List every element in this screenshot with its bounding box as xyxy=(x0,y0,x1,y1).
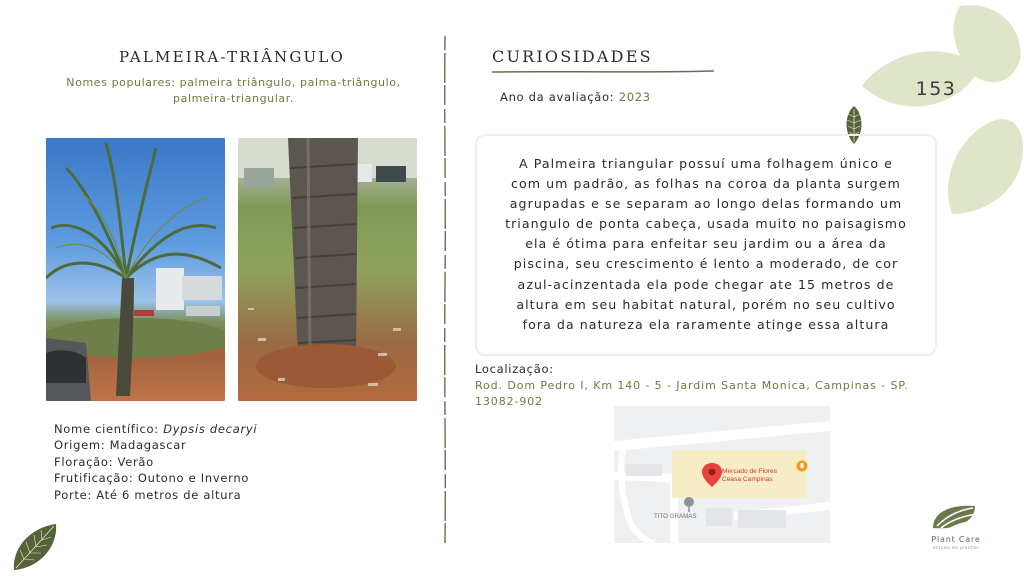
location-address-line1: Rod. Dom Pedro I, Km 140 - 5 - Jardim Santa Monica, Campinas - SP. xyxy=(475,379,909,392)
location-address xyxy=(475,378,945,409)
evaluation-year xyxy=(500,90,651,104)
curiosity-line: azul-acinzentada ela pode chegar ate 15 metros de xyxy=(517,276,895,292)
curiosity-text-box xyxy=(475,134,937,356)
vertical-divider xyxy=(443,36,447,544)
curiosity-line: agrupadas e se separam ao longo delas formando um xyxy=(509,196,903,212)
map-place-label xyxy=(722,468,777,484)
popular-names-line1: palmeira triângulo, palma-triângulo, xyxy=(179,76,401,89)
plant-title: PALMEIRA-TRIÂNGULO xyxy=(118,48,346,66)
flowering-row: Floração: Verão xyxy=(54,454,154,469)
curiosity-line: altura em seu habitat natural, porém no seu cultivo xyxy=(516,296,896,312)
location-address-line2: 13082-902 xyxy=(475,394,544,408)
curiosity-line: A Palmeira triangular possuí uma folhagem único e xyxy=(519,156,893,171)
map-place-line2: Ceasa Campinas xyxy=(722,476,773,483)
palm-tree-photo xyxy=(46,138,225,401)
popular-names-line2: palmeira-triangular. xyxy=(173,92,294,105)
plant-facts xyxy=(54,421,257,503)
map-other-place: TITO GRAMAS xyxy=(654,513,697,520)
curiosity-line: com um padrão, as folhas na coroa da planta surgem xyxy=(511,176,901,192)
size-row: Porte: Até 6 metros de altura xyxy=(54,487,242,502)
popular-names xyxy=(36,75,431,107)
plant-care-logo-icon xyxy=(929,502,981,532)
popular-names-label: Nomes populares: xyxy=(66,76,176,89)
curiosity-line: ela é ótima para enfeitar seu jardim ou a área da xyxy=(525,236,887,252)
location-map[interactable] xyxy=(614,406,830,543)
page-number-badge: 153 xyxy=(915,78,957,100)
palm-trunk-photo xyxy=(238,138,417,401)
decorative-leaf-bottom-left xyxy=(10,522,60,572)
origin-row: Origem: Madagascar xyxy=(54,438,187,453)
logo-name: Plant Care xyxy=(931,535,981,544)
curiosity-line: piscina, seu crescimento é lento a moderado, de cor xyxy=(513,256,899,272)
scientific-name-value: Dypsis decaryi xyxy=(163,422,258,436)
evaluation-year-label: Ano da avaliação: xyxy=(500,90,615,104)
evaluation-year-value: 2023 xyxy=(618,90,651,104)
curiosities-title: CURIOSIDADES xyxy=(492,47,653,66)
logo-tagline: estudo de plantas xyxy=(932,545,980,550)
curiosity-line: triangulo de ponta cabeça, usada muito no paisagismo xyxy=(505,216,907,232)
location-label: Localização: xyxy=(475,362,554,376)
title-underline xyxy=(492,68,714,76)
curiosity-line: fora da natureza ela raramente atinge essa altura xyxy=(522,316,890,332)
map-place-line1: Mercado de Flores xyxy=(722,468,777,475)
scientific-name-label: Nome científico: xyxy=(54,422,159,436)
scientific-name-row xyxy=(54,421,257,437)
fruiting-row: Frutificação: Outono e Inverno xyxy=(54,471,250,486)
